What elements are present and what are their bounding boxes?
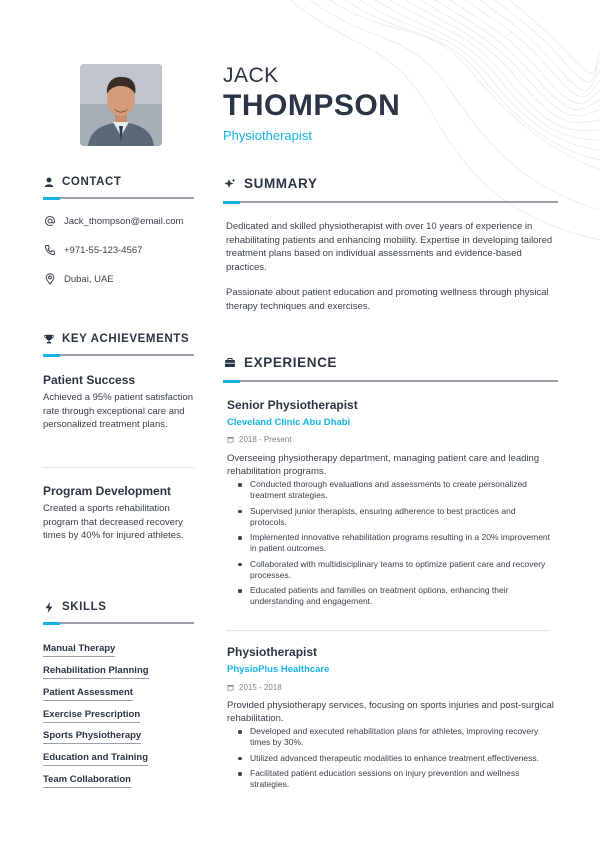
job-bullet: Facilitated patient education sessions on injury prevention and wellness strategies. (250, 768, 550, 790)
job-title: Senior Physiotherapist (227, 398, 358, 412)
job-dates (227, 435, 291, 444)
achievement-text: Created a sports rehabilitation program that decreased recovery times by 40% for injured athletes. (43, 503, 184, 541)
skill-item: Sports Physiotherapy (43, 730, 141, 744)
phone-icon (44, 244, 56, 256)
lightning-bolt-icon (44, 602, 54, 613)
user-icon (44, 177, 54, 187)
achievement-title: Program Development (43, 484, 172, 498)
company-name: Cleveland Clinic Abu Dhabi (227, 417, 351, 428)
job-description: Overseeing physiotherapy department, managing patient care and leading rehabilitation programs. (227, 453, 540, 477)
achievement-separator (43, 467, 194, 468)
job-bullet: Collaborated with multidisciplinary teams to optimize patient care and recovery processes. (250, 559, 550, 581)
job-separator (227, 630, 549, 631)
sparkle-icon (224, 178, 236, 190)
company-name: PhysioPlus Healthcare (227, 664, 330, 675)
job-bullet: Developed and executed rehabilitation plans for athletes, improving recovery times by 30%. (250, 726, 550, 748)
experience-divider (223, 380, 558, 382)
location-text: Dubai, UAE (64, 273, 114, 285)
job-dates-text: 2015 - 2018 (239, 683, 282, 692)
skill-item: Patient Assessment (43, 687, 133, 701)
achievements-title: KEY ACHIEVEMENTS (62, 333, 190, 345)
person-portrait-icon (80, 64, 162, 146)
location-pin-icon (44, 273, 56, 285)
job-dates (227, 683, 282, 692)
achievement-text: Achieved a 95% patient satisfaction rate through exceptional care and personalized treatment plans. (43, 392, 193, 430)
trophy-icon (44, 334, 54, 344)
job-role: Physiotherapist (223, 128, 312, 143)
job-bullet: Educated patients and families on treatment options, enhancing their understanding and engagement. (250, 585, 550, 607)
phone-text: +971-55-123-4567 (64, 244, 143, 256)
calendar-icon (227, 684, 234, 691)
skills-heading (44, 601, 107, 613)
experience-heading (224, 355, 337, 370)
last-name: THOMPSON (223, 89, 401, 122)
summary-paragraph: Passionate about patient education and promoting wellness through physical therapy techniques and exercises. (226, 287, 549, 312)
skill-item: Team Collaboration (43, 774, 131, 788)
summary-divider (223, 201, 558, 203)
job-bullets (250, 726, 550, 795)
summary-title: SUMMARY (244, 176, 318, 191)
achievements-divider (43, 354, 194, 356)
skill-item: Manual Therapy (43, 643, 115, 657)
summary-heading (224, 176, 317, 191)
job-bullet: Conducted thorough evaluations and assessments to create personalized treatment strategies. (250, 479, 550, 501)
contact-email[interactable] (44, 215, 183, 227)
job-bullet: Implemented innovative rehabilitation programs resulting in a 20% improvement in patient outcomes. (250, 532, 551, 553)
skills-divider (43, 622, 194, 624)
achievements-heading (44, 333, 189, 345)
contact-phone[interactable] (44, 244, 142, 256)
job-description: Provided physiotherapy services, focusing on sports injuries and post-surgical rehabilitation. (227, 700, 554, 724)
contact-divider (43, 197, 194, 199)
job-title: Physiotherapist (227, 645, 318, 659)
experience-title: EXPERIENCE (244, 355, 338, 370)
contact-heading (44, 176, 122, 188)
summary-paragraph: Dedicated and skilled physiotherapist with over 10 years of experience in rehabilitating patients and enhancing mobility. Expertise in developing tailored treatment plans based on individual assessments and evidence-based practices. (226, 221, 553, 273)
at-sign-icon (44, 215, 56, 227)
briefcase-icon (224, 357, 236, 368)
job-dates-text: 2018 - Present (239, 435, 292, 444)
email-text: Jack_thompson@email.com (64, 215, 184, 227)
skill-item: Education and Training (43, 752, 148, 766)
contact-location (44, 273, 114, 285)
contact-title: CONTACT (62, 176, 122, 188)
job-bullet: Utilized advanced therapeutic modalities to enhance treatment effectiveness. (250, 753, 550, 764)
profile-photo (80, 64, 162, 146)
achievement-title: Patient Success (43, 373, 136, 387)
skills-title: SKILLS (62, 601, 107, 613)
job-bullet: Supervised junior therapists, ensuring adherence to best practices and protocols. (250, 506, 550, 528)
calendar-icon (227, 436, 234, 443)
skill-item: Rehabilitation Planning (43, 665, 149, 679)
job-bullets (250, 479, 550, 612)
first-name: JACK (223, 64, 279, 87)
skill-item: Exercise Prescription (43, 709, 140, 723)
